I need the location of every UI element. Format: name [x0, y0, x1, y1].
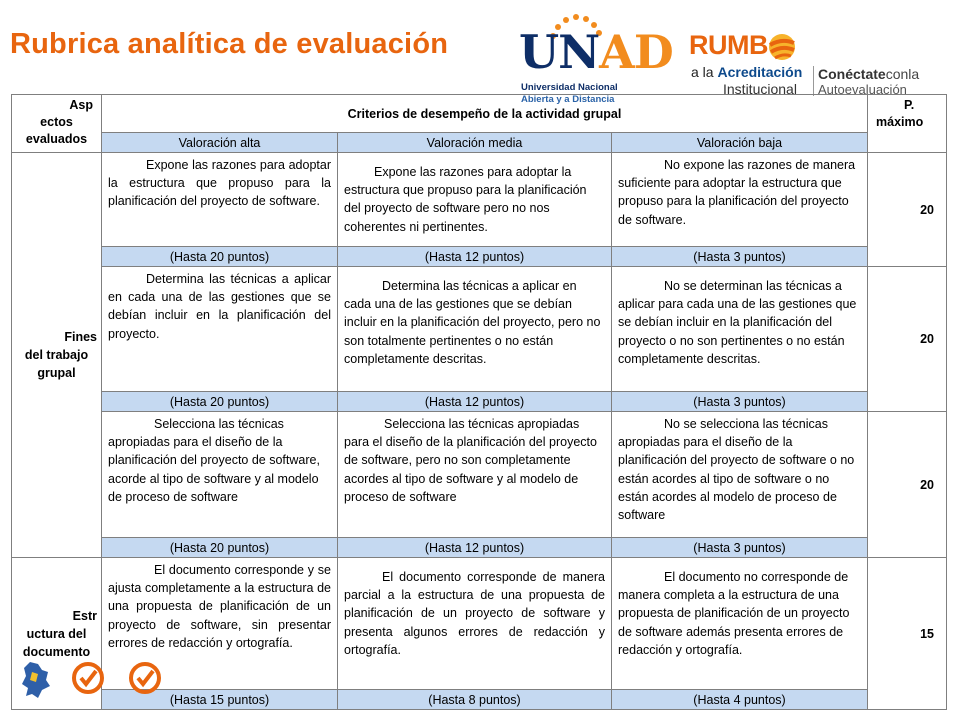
points-media: (Hasta 12 puntos) [338, 247, 612, 267]
header-aspect-line-3: evaluados [25, 132, 88, 146]
rumbo-conectate [818, 66, 919, 82]
criterion-alta-text: Determina las técnicas a aplicar en cada una de las gestiones que se debían incluir en la planificación del proyecto. [108, 272, 331, 341]
points-media: (Hasta 12 puntos) [338, 392, 612, 412]
criterion-baja [612, 267, 868, 392]
rumbo-line-2: Institucional [723, 81, 797, 97]
points-baja: (Hasta 4 puntos) [612, 690, 868, 710]
criterion-baja-text: El documento no corresponde de manera completa a la estructura de una propuesta de planificación de un proyecto de software además presenta errores de redacción y ortografía. [618, 570, 850, 657]
rumbo-line-1 [691, 64, 802, 80]
unad-letters-un: UN [519, 25, 600, 79]
criterion-baja-text: No se determinan las técnicas a aplicar para cada una de las gestiones que se debían incluir en la planificación del proyecto o no son pertinentes o no están completamente descritas. [618, 279, 857, 366]
header-max [868, 95, 947, 153]
unad-subtitle-2: Abierta y a Distancia [521, 94, 615, 105]
table-row [12, 412, 947, 538]
header-aspect-line-2: ectos [40, 115, 73, 129]
points-baja: (Hasta 3 puntos) [612, 392, 868, 412]
max-points: 20 [868, 412, 947, 558]
colombia-map-icon [18, 660, 52, 700]
checkmark-seal-icon [71, 660, 105, 700]
criterion-alta [102, 153, 338, 247]
points-alta: (Hasta 20 puntos) [102, 538, 338, 558]
footer-logos [18, 660, 168, 716]
rumbo-conectate-a: Conéctate [818, 66, 886, 82]
level-baja: Valoración baja [612, 133, 868, 153]
criterion-media [338, 267, 612, 392]
rubric-table [11, 94, 947, 710]
max-points: 20 [868, 153, 947, 267]
unad-logo [519, 14, 673, 106]
criterion-baja-text: No expone las razones de manera suficiente para adoptar la estructura que propuso para la planificación del proyecto de software. [618, 158, 856, 227]
aspect-fines-line-3: grupal [37, 366, 76, 380]
table-row [12, 153, 947, 247]
aspect-fines-line-2: del trabajo [24, 348, 89, 362]
criterion-baja-text: No se selecciona las técnicas apropiadas para el diseño de la planificación del proyecto de software o no están acordes al tipo de software o no están acordes al modelo de proceso de software [618, 417, 855, 523]
points-alta: (Hasta 15 puntos) [102, 690, 338, 710]
unad-subtitle-1: Universidad Nacional [521, 82, 618, 93]
aspect-estructura-line-3: documento [22, 644, 91, 659]
aspect-fines-line-1: Fines [64, 330, 97, 344]
criterion-alta-text: El documento corresponde y se ajusta completamente a la estructura de una propuesta de planificación de un proyecto de software, sin presentar errores de redacción y ortografía. [108, 563, 331, 650]
points-row [12, 538, 947, 558]
points-alta: (Hasta 20 puntos) [102, 247, 338, 267]
criterion-media-text: Determina las técnicas a aplicar en cada una de las gestiones que se debían incluir en la planificación del proyecto, pero no son totalmente pertinentes o no están completamente descritas. [344, 279, 601, 366]
criterion-media [338, 412, 612, 538]
header-aspect [12, 95, 102, 153]
checkmark-seal-icon-2 [128, 660, 162, 700]
points-media: (Hasta 8 puntos) [338, 690, 612, 710]
aspect-estructura-line-1: Estr [72, 608, 97, 623]
unad-letters-ad: AD [599, 25, 673, 79]
points-row [12, 392, 947, 412]
aspect-fines [12, 153, 102, 558]
criterion-baja [612, 153, 868, 247]
criterion-media-text: El documento corresponde de manera parcial a la estructura de una propuesta de planificación de un proyecto de software y presenta algunos errores de redacción y ortografía. [344, 570, 605, 657]
header-criteria: Criterios de desempeño de la actividad grupal [102, 95, 868, 133]
criterion-alta-text: Selecciona las técnicas apropiadas para el diseño de la planificación del proyecto de software, acorde al tipo de software y al modelo de proceso de software [108, 417, 320, 504]
rumbo-logo [689, 30, 925, 100]
unad-wordmark [519, 25, 673, 79]
rumbo-autoevaluacion: Autoevaluación [818, 82, 907, 97]
points-baja: (Hasta 3 puntos) [612, 247, 868, 267]
criterion-media [338, 153, 612, 247]
rumbo-divider [813, 66, 814, 96]
max-points: 20 [868, 267, 947, 412]
max-points: 15 [868, 558, 947, 710]
criterion-alta-text: Expone las razones para adoptar la estructura que propuso para la planificación del proyecto de software. [108, 158, 331, 209]
rumbo-line-1-a: a la [691, 64, 718, 80]
aspect-estructura-line-2: uctura del [26, 626, 87, 641]
levels-row [12, 133, 947, 153]
header-max-line-1: P. [904, 98, 915, 112]
rumbo-globe-icon [767, 32, 797, 62]
points-media: (Hasta 12 puntos) [338, 538, 612, 558]
header-max-line-2: máximo [876, 115, 924, 129]
criterion-alta [102, 267, 338, 392]
criterion-baja [612, 558, 868, 690]
criterion-media-text: Expone las razones para adoptar la estructura que propuso para la planificación del proyecto de software pero no nos coherentes ni pertinentes. [344, 165, 587, 234]
rumbo-conectate-b: conla [885, 66, 920, 82]
criterion-baja [612, 412, 868, 538]
header-row [12, 95, 947, 133]
level-alta: Valoración alta [102, 133, 338, 153]
points-alta: (Hasta 20 puntos) [102, 392, 338, 412]
criterion-alta [102, 412, 338, 538]
rumbo-line-1-b: Acreditación [717, 64, 803, 80]
table-row [12, 267, 947, 392]
criterion-media-text: Selecciona las técnicas apropiadas para el diseño de la planificación del proyecto de software, pero no son completamente acordes al tipo de software y al modelo de proceso de software [344, 417, 597, 504]
page-title: Rubrica analítica de evaluación [10, 28, 449, 60]
points-row [12, 247, 947, 267]
criterion-media [338, 558, 612, 690]
points-baja: (Hasta 3 puntos) [612, 538, 868, 558]
header-aspect-line-1: Asp [69, 98, 93, 112]
rumbo-wordmark: RUMB [689, 30, 768, 60]
level-media: Valoración media [338, 133, 612, 153]
